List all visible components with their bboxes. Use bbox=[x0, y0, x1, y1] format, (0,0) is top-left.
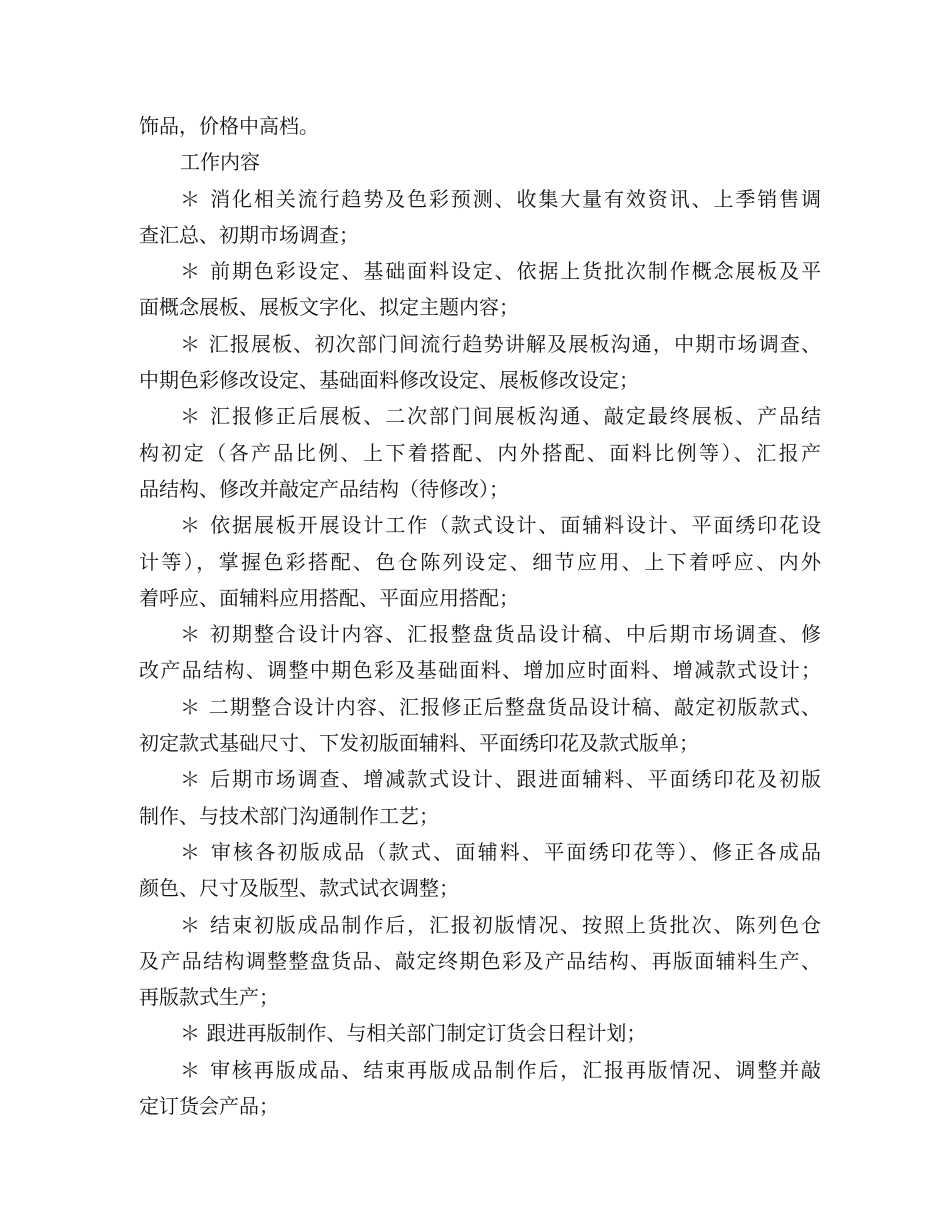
paragraph-first-line: ＊ 前期色彩设定、基础面料设定、依据上货批次制作概念展板及平 bbox=[180, 259, 821, 284]
paragraph-line: 初定款式基础尺寸、下发初版面辅料、平面绣印花及款式版单； bbox=[139, 731, 699, 756]
paragraph-line: 制作、与技术部门沟通制作工艺； bbox=[139, 803, 439, 828]
paragraph-line: 面概念展板、展板文字化、拟定主题内容； bbox=[139, 295, 519, 320]
paragraph-first-line: 工作内容 bbox=[180, 150, 260, 175]
paragraph-first-line: ＊ 审核各初版成品（款式、面辅料、平面绣印花等）、修正各成品 bbox=[180, 839, 821, 864]
paragraph-line: 及产品结构调整整盘货品、敲定终期色彩及产品结构、再版面辅料生产、 bbox=[139, 948, 821, 973]
paragraph-line: 计等），掌握色彩搭配、色仓陈列设定、细节应用、上下着呼应、内外 bbox=[139, 549, 821, 574]
paragraph-line: 品结构、修改并敲定产品结构（待修改）； bbox=[139, 476, 509, 501]
paragraph-first-line: ＊ 依据展板开展设计工作（款式设计、面辅料设计、平面绣印花设 bbox=[180, 513, 821, 538]
paragraph-first-line: ＊ 结束初版成品制作后，汇报初版情况、按照上货批次、陈列色仓 bbox=[180, 912, 821, 937]
paragraph-first-line: ＊ 汇报修正后展板、二次部门间展板沟通、敲定最终展板、产品结 bbox=[180, 404, 821, 429]
paragraph-first-line: ＊ 后期市场调查、增减款式设计、跟进面辅料、平面绣印花及初版 bbox=[180, 767, 821, 792]
paragraph-line: 改产品结构、调整中期色彩及基础面料、增加应时面料、增减款式设计； bbox=[139, 658, 821, 683]
paragraph-first-line: ＊ 汇报展板、初次部门间流行趋势讲解及展板沟通，中期市场调查、 bbox=[180, 331, 821, 356]
paragraph-line: 定订货会产品； bbox=[139, 1094, 279, 1119]
paragraph-first-line: ＊ 初期整合设计内容、汇报整盘货品设计稿、中后期市场调查、修 bbox=[180, 622, 821, 647]
paragraph-line: 中期色彩修改设定、基础面料修改设定、展板修改设定； bbox=[139, 368, 639, 393]
paragraph-line: 饰品，价格中高档。 bbox=[139, 114, 319, 138]
paragraph-first-line: ＊ 消化相关流行趋势及色彩预测、收集大量有效资讯、上季销售调 bbox=[180, 186, 821, 211]
document-page bbox=[139, 108, 821, 1124]
paragraph-first-line: ＊ 审核再版成品、结束再版成品制作后，汇报再版情况、调整并敲 bbox=[180, 1057, 821, 1082]
paragraph-first-line: ＊ 跟进再版制作、与相关部门制定订货会日程计划； bbox=[180, 1021, 647, 1046]
paragraph-first-line: ＊ 二期整合设计内容、汇报修正后整盘货品设计稿、敲定初版款式、 bbox=[180, 694, 821, 719]
paragraph-line: 颜色、尺寸及版型、款式试衣调整； bbox=[139, 876, 459, 901]
paragraph-line: 构初定（各产品比例、上下着搭配、内外搭配、面料比例等）、汇报产 bbox=[139, 440, 821, 465]
paragraph-line: 再版款式生产； bbox=[139, 985, 279, 1010]
paragraph-line: 查汇总、初期市场调查； bbox=[139, 222, 359, 247]
paragraph-line: 着呼应、面辅料应用搭配、平面应用搭配； bbox=[139, 585, 519, 610]
